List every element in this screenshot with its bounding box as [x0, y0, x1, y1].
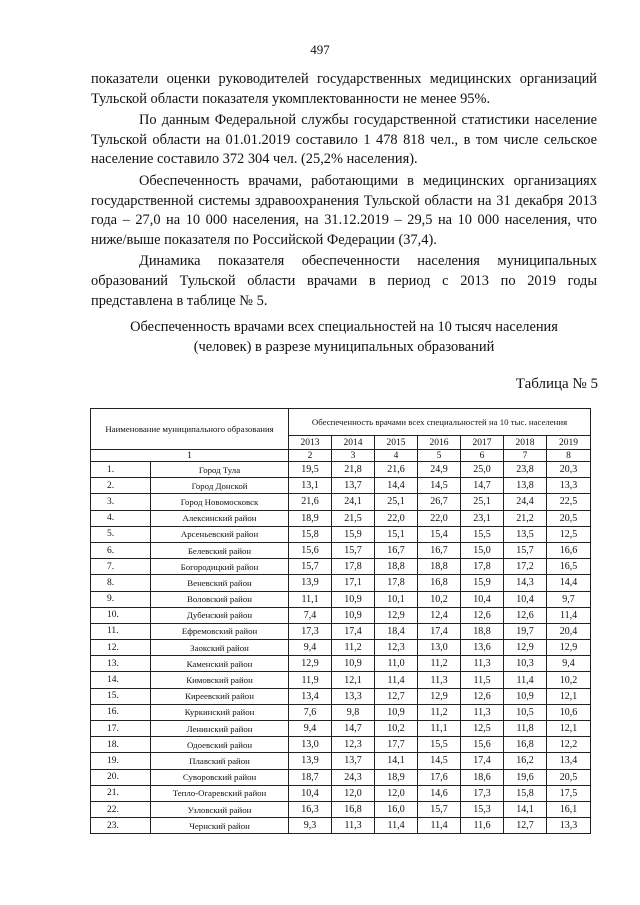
value-cell: 16,6: [547, 542, 591, 558]
value-cell: 17,6: [418, 769, 461, 785]
value-cell: 11,9: [289, 672, 332, 688]
value-cell: 17,4: [461, 753, 504, 769]
value-cell: 16,8: [418, 575, 461, 591]
value-cell: 17,4: [418, 623, 461, 639]
value-cell: 15,7: [504, 542, 547, 558]
value-cell: 9,8: [332, 704, 375, 720]
column-number: 3: [332, 450, 375, 462]
value-cell: 18,8: [418, 559, 461, 575]
value-cell: 13,9: [289, 753, 332, 769]
municipality-name: Белевский район: [151, 542, 289, 558]
value-cell: 7,6: [289, 704, 332, 720]
table-row: [91, 704, 591, 720]
value-cell: 11,4: [418, 818, 461, 834]
table-row: [91, 623, 591, 639]
municipality-name: Чернский район: [151, 818, 289, 834]
value-cell: 14,7: [461, 478, 504, 494]
value-cell: 9,4: [547, 656, 591, 672]
value-cell: 13,3: [547, 818, 591, 834]
value-cell: 25,1: [461, 494, 504, 510]
table-row: [91, 818, 591, 834]
row-number: 21.: [91, 785, 151, 801]
value-cell: 11,4: [504, 672, 547, 688]
value-cell: 17,5: [547, 785, 591, 801]
column-number: 8: [547, 450, 591, 462]
value-cell: 9,4: [289, 721, 332, 737]
value-cell: 15,8: [504, 785, 547, 801]
value-cell: 14,1: [504, 801, 547, 817]
value-cell: 16,5: [547, 559, 591, 575]
value-cell: 12,1: [547, 721, 591, 737]
value-cell: 17,3: [461, 785, 504, 801]
table-row: [91, 737, 591, 753]
value-cell: 20,5: [547, 769, 591, 785]
value-cell: 12,1: [547, 688, 591, 704]
row-number: 22.: [91, 801, 151, 817]
table-row: [91, 542, 591, 558]
value-cell: 24,3: [332, 769, 375, 785]
value-cell: 10,9: [375, 704, 418, 720]
value-cell: 13,3: [547, 478, 591, 494]
table-body: [91, 462, 591, 834]
value-cell: 15,5: [418, 737, 461, 753]
row-number: 3.: [91, 494, 151, 510]
value-cell: 15,7: [332, 542, 375, 558]
value-cell: 22,0: [375, 510, 418, 526]
value-cell: 13,4: [547, 753, 591, 769]
value-cell: 10,4: [504, 591, 547, 607]
value-cell: 21,5: [332, 510, 375, 526]
municipality-name: Кимовский район: [151, 672, 289, 688]
column-number: 5: [418, 450, 461, 462]
value-cell: 12,3: [332, 737, 375, 753]
value-cell: 20,5: [547, 510, 591, 526]
value-cell: 23,1: [461, 510, 504, 526]
value-cell: 12,9: [289, 656, 332, 672]
value-cell: 15,6: [461, 737, 504, 753]
value-cell: 11,2: [332, 640, 375, 656]
municipality-name: Куркинский район: [151, 704, 289, 720]
table-row: [91, 753, 591, 769]
value-cell: 11,3: [332, 818, 375, 834]
value-cell: 12,9: [375, 607, 418, 623]
value-cell: 10,3: [504, 656, 547, 672]
value-cell: 10,1: [375, 591, 418, 607]
table-row: [91, 559, 591, 575]
value-cell: 16,8: [332, 801, 375, 817]
value-cell: 12,9: [418, 688, 461, 704]
value-cell: 12,9: [504, 640, 547, 656]
value-cell: 18,9: [375, 769, 418, 785]
table-row: [91, 575, 591, 591]
row-number: 7.: [91, 559, 151, 575]
municipality-name: Арсеньевский район: [151, 526, 289, 542]
value-cell: 12,2: [547, 737, 591, 753]
header-year-2017: 2017: [461, 436, 504, 450]
value-cell: 12,6: [504, 607, 547, 623]
value-cell: 24,1: [332, 494, 375, 510]
header-year-2014: 2014: [332, 436, 375, 450]
table-row: [91, 494, 591, 510]
value-cell: 19,7: [504, 623, 547, 639]
column-number: 1: [91, 450, 289, 462]
value-cell: 15,4: [418, 526, 461, 542]
value-cell: 10,5: [504, 704, 547, 720]
column-number: 7: [504, 450, 547, 462]
value-cell: 13,6: [461, 640, 504, 656]
value-cell: 15,9: [332, 526, 375, 542]
row-number: 15.: [91, 688, 151, 704]
value-cell: 11,3: [461, 656, 504, 672]
table-row: [91, 688, 591, 704]
value-cell: 22,5: [547, 494, 591, 510]
value-cell: 16,1: [547, 801, 591, 817]
header-year-2013: 2013: [289, 436, 332, 450]
municipality-name: Одоевский район: [151, 737, 289, 753]
value-cell: 21,2: [504, 510, 547, 526]
value-cell: 10,2: [418, 591, 461, 607]
header-year-2019: 2019: [547, 436, 591, 450]
value-cell: 7,4: [289, 607, 332, 623]
value-cell: 15,1: [375, 526, 418, 542]
value-cell: 15,9: [461, 575, 504, 591]
row-number: 5.: [91, 526, 151, 542]
value-cell: 17,1: [332, 575, 375, 591]
paragraph-4: Динамика показателя обеспеченности населения муниципальных образований Тульской области врачами в период с 2013 по 2019 годы представлена в таблице № 5.: [91, 253, 597, 309]
value-cell: 16,7: [418, 542, 461, 558]
row-number: 10.: [91, 607, 151, 623]
municipality-name: Узловский район: [151, 801, 289, 817]
value-cell: 15,7: [418, 801, 461, 817]
value-cell: 11,4: [375, 818, 418, 834]
column-number: 2: [289, 450, 332, 462]
value-cell: 17,8: [375, 575, 418, 591]
municipality-name: Ленинский район: [151, 721, 289, 737]
value-cell: 10,9: [504, 688, 547, 704]
table-row: [91, 640, 591, 656]
municipality-name: Киреевский район: [151, 688, 289, 704]
row-number: 6.: [91, 542, 151, 558]
value-cell: 23,8: [504, 462, 547, 478]
value-cell: 12,0: [332, 785, 375, 801]
value-cell: 12,6: [461, 688, 504, 704]
value-cell: 10,4: [289, 785, 332, 801]
municipality-name: Алексинский район: [151, 510, 289, 526]
value-cell: 11,1: [418, 721, 461, 737]
table-row: [91, 801, 591, 817]
paragraph-3: Обеспеченность врачами, работающими в медицинских организациях государственной системы здравоохранения Тульской области на 31 декабря 2013 года – 27,0 на 10 000 населения, на 31.12.2019 – 29,5 на 10 000 населения, что ниже/выше показателя по Российской Федерации (37,4).: [91, 172, 597, 248]
table-row: [91, 672, 591, 688]
value-cell: 17,2: [504, 559, 547, 575]
value-cell: 21,6: [375, 462, 418, 478]
value-cell: 10,6: [547, 704, 591, 720]
value-cell: 11,5: [461, 672, 504, 688]
table-row: [91, 526, 591, 542]
value-cell: 12,0: [375, 785, 418, 801]
row-number: 20.: [91, 769, 151, 785]
value-cell: 17,7: [375, 737, 418, 753]
municipality-name: Веневский район: [151, 575, 289, 591]
municipality-name: Ефремовский район: [151, 623, 289, 639]
row-number: 18.: [91, 737, 151, 753]
row-number: 12.: [91, 640, 151, 656]
municipality-name: Богородицкий район: [151, 559, 289, 575]
value-cell: 12,4: [418, 607, 461, 623]
header-year-2018: 2018: [504, 436, 547, 450]
value-cell: 15,3: [461, 801, 504, 817]
row-number: 17.: [91, 721, 151, 737]
value-cell: 15,5: [461, 526, 504, 542]
column-numbers-row: [91, 450, 591, 462]
value-cell: 15,6: [289, 542, 332, 558]
municipality-name: Заокский район: [151, 640, 289, 656]
value-cell: 12,5: [461, 721, 504, 737]
municipality-name: Город Новомосковск: [151, 494, 289, 510]
municipality-name: Плавский район: [151, 753, 289, 769]
value-cell: 10,9: [332, 591, 375, 607]
value-cell: 18,6: [461, 769, 504, 785]
value-cell: 18,8: [375, 559, 418, 575]
value-cell: 14,5: [418, 478, 461, 494]
value-cell: 13,8: [504, 478, 547, 494]
value-cell: 17,8: [332, 559, 375, 575]
value-cell: 25,0: [461, 462, 504, 478]
municipality-name: Дубенский район: [151, 607, 289, 623]
value-cell: 16,2: [504, 753, 547, 769]
value-cell: 15,0: [461, 542, 504, 558]
value-cell: 10,9: [332, 607, 375, 623]
table-row: [91, 462, 591, 478]
value-cell: 11,1: [289, 591, 332, 607]
value-cell: 16,0: [375, 801, 418, 817]
value-cell: 24,4: [504, 494, 547, 510]
value-cell: 14,6: [418, 785, 461, 801]
municipality-name: Город Донской: [151, 478, 289, 494]
value-cell: 12,6: [461, 607, 504, 623]
value-cell: 12,3: [375, 640, 418, 656]
value-cell: 14,1: [375, 753, 418, 769]
value-cell: 12,7: [375, 688, 418, 704]
value-cell: 11,2: [418, 704, 461, 720]
body-text: [91, 70, 597, 311]
value-cell: 16,7: [375, 542, 418, 558]
value-cell: 14,7: [332, 721, 375, 737]
header-provision: Обеспеченность врачами всех специальностей на 10 тыс. населения: [289, 409, 591, 436]
value-cell: 10,2: [547, 672, 591, 688]
value-cell: 11,6: [461, 818, 504, 834]
value-cell: 11,2: [418, 656, 461, 672]
paragraph-2: По данным Федеральной службы государственной статистики население Тульской области на 01.01.2019 составило 1 478 818 чел., в том числе сельское население составило 372 304 чел. (25,2% населения).: [91, 112, 597, 168]
value-cell: 14,5: [418, 753, 461, 769]
value-cell: 13,3: [332, 688, 375, 704]
row-number: 19.: [91, 753, 151, 769]
row-number: 23.: [91, 818, 151, 834]
table-row: [91, 785, 591, 801]
value-cell: 15,7: [289, 559, 332, 575]
value-cell: 17,4: [332, 623, 375, 639]
value-cell: 21,8: [332, 462, 375, 478]
value-cell: 13,0: [289, 737, 332, 753]
table-row: [91, 656, 591, 672]
table-row: [91, 591, 591, 607]
value-cell: 11,0: [375, 656, 418, 672]
table-row: [91, 607, 591, 623]
value-cell: 18,7: [289, 769, 332, 785]
header-year-2016: 2016: [418, 436, 461, 450]
value-cell: 10,4: [461, 591, 504, 607]
paragraph-1: показатели оценки руководителей государственных медицинских организаций Тульской области показателя укомплектованности не менее 95%.: [91, 71, 597, 107]
value-cell: 11,3: [461, 704, 504, 720]
value-cell: 11,8: [504, 721, 547, 737]
value-cell: 19,6: [504, 769, 547, 785]
row-number: 8.: [91, 575, 151, 591]
value-cell: 13,4: [289, 688, 332, 704]
header-municipality: Наименование муниципального образования: [91, 409, 289, 450]
header-year-2015: 2015: [375, 436, 418, 450]
value-cell: 13,7: [332, 478, 375, 494]
value-cell: 24,9: [418, 462, 461, 478]
value-cell: 13,5: [504, 526, 547, 542]
value-cell: 18,4: [375, 623, 418, 639]
value-cell: 12,1: [332, 672, 375, 688]
table-row: [91, 769, 591, 785]
value-cell: 25,1: [375, 494, 418, 510]
value-cell: 9,7: [547, 591, 591, 607]
municipality-name: Каменский район: [151, 656, 289, 672]
municipality-name: Город Тула: [151, 462, 289, 478]
value-cell: 16,3: [289, 801, 332, 817]
value-cell: 11,3: [418, 672, 461, 688]
value-cell: 13,1: [289, 478, 332, 494]
value-cell: 19,5: [289, 462, 332, 478]
value-cell: 12,9: [547, 640, 591, 656]
value-cell: 16,8: [504, 737, 547, 753]
value-cell: 14,4: [547, 575, 591, 591]
data-table: [90, 408, 591, 834]
value-cell: 14,4: [375, 478, 418, 494]
value-cell: 15,8: [289, 526, 332, 542]
value-cell: 20,4: [547, 623, 591, 639]
caption-line-2: (человек) в разрезе муниципальных образований: [193, 338, 495, 355]
table-row: [91, 721, 591, 737]
value-cell: 13,7: [332, 753, 375, 769]
row-number: 13.: [91, 656, 151, 672]
row-number: 11.: [91, 623, 151, 639]
value-cell: 11,4: [375, 672, 418, 688]
caption-line-1: Обеспеченность врачами всех специальностей на 10 тысяч населения: [130, 319, 558, 335]
value-cell: 21,6: [289, 494, 332, 510]
value-cell: 20,3: [547, 462, 591, 478]
value-cell: 10,9: [332, 656, 375, 672]
row-number: 1.: [91, 462, 151, 478]
value-cell: 13,9: [289, 575, 332, 591]
table-caption: [91, 318, 597, 357]
value-cell: 13,0: [418, 640, 461, 656]
value-cell: 10,2: [375, 721, 418, 737]
page-number: 497: [310, 42, 330, 57]
value-cell: 17,8: [461, 559, 504, 575]
value-cell: 9,4: [289, 640, 332, 656]
row-number: 16.: [91, 704, 151, 720]
row-number: 2.: [91, 478, 151, 494]
value-cell: 11,4: [547, 607, 591, 623]
value-cell: 9,3: [289, 818, 332, 834]
value-cell: 14,3: [504, 575, 547, 591]
value-cell: 18,9: [289, 510, 332, 526]
value-cell: 26,7: [418, 494, 461, 510]
row-number: 14.: [91, 672, 151, 688]
table-label: Таблица № 5: [515, 376, 598, 392]
value-cell: 12,7: [504, 818, 547, 834]
column-number: 4: [375, 450, 418, 462]
value-cell: 18,8: [461, 623, 504, 639]
row-number: 9.: [91, 591, 151, 607]
value-cell: 17,3: [289, 623, 332, 639]
column-number: 6: [461, 450, 504, 462]
row-number: 4.: [91, 510, 151, 526]
value-cell: 12,5: [547, 526, 591, 542]
table-row: [91, 478, 591, 494]
municipality-name: Тепло-Огаревский район: [151, 785, 289, 801]
table-row: [91, 510, 591, 526]
municipality-name: Суворовский район: [151, 769, 289, 785]
value-cell: 22,0: [418, 510, 461, 526]
municipality-name: Воловский район: [151, 591, 289, 607]
